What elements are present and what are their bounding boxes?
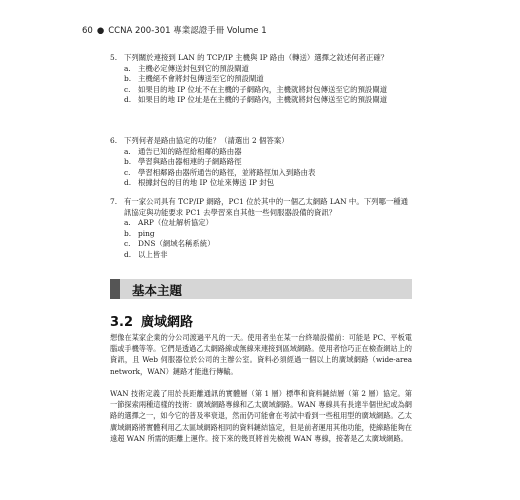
subsection-number: 3.2 (110, 315, 134, 330)
section-title: 基本主題 (132, 283, 183, 298)
option (124, 147, 412, 158)
option (124, 229, 412, 240)
option (124, 95, 412, 106)
option-text: ping (138, 228, 155, 238)
book-title: CCNA 200-301 專業認證手冊 Volume 1 (108, 26, 267, 36)
option-letter: c. (124, 84, 131, 94)
option-text: 如果目的地 IP 位址是在主機的子網路內，主機就將封包傳送至它的預設閘道 (138, 95, 388, 104)
question-number: 6. (110, 136, 118, 145)
body-paragraph: 想像在某家企業的分公司渡過平凡的一天。使用者坐在某一台終端設備前：可能是 PC、平板電腦或手機等等。它們是透過乙太網路線或無線來連接到區域網路。使用者恰巧正在檢查網站上的資訊，且 Web 伺服器位於公司的主辦公室。資料必須經過一個以上的廣域網路（wide-area network，WAN）鏈路才能進行傳輸。 (110, 333, 412, 376)
option-text: DNS（網域名稱系統） (138, 239, 215, 248)
option-letter: b. (124, 74, 132, 83)
option-letter: d. (124, 95, 132, 104)
subsection-title: 廣域網路 (141, 315, 194, 330)
option (124, 157, 412, 168)
option-letter: a. (124, 63, 131, 73)
option-text: 主機必定傳送封包到它的預設閘道 (138, 63, 249, 73)
option (124, 85, 412, 96)
option-letter: d. (124, 178, 132, 187)
question-stem: 下列關於連接到 LAN 的 TCP/IP 主機與 IP 路由（轉送）選擇之敘述何者正確？ (124, 53, 389, 62)
section-heading-bar (110, 279, 412, 299)
page-header (82, 24, 442, 36)
option-text: 根據封包的目的地 IP 位址來傳送 IP 封包 (138, 178, 275, 187)
question-number: 7. (110, 197, 118, 206)
option-text: 通告已知的路徑給相鄰的路由器 (138, 146, 242, 156)
question-number: 5. (110, 53, 118, 62)
body-paragraph: WAN 技術定義了用於長距離通訊的實體層（第 1 層）標準和資料鏈結層（第 2 層）協定。第一節探索兩種這樣的技術：廣域網路專線和乙太廣域網路。WAN 專線具有長達半個世紀或為網路的選擇之一，如今它的普及率衰退，然而仍可能會在考試中看到一些租用型的廣域網路。乙太廣域網路將實體利用乙太區域網路相同的資料鏈結協定，但是前者運用其他功能，使線路能夠在遠超 WAN 所需的距離上運作。接下來的幾頁將首先檢視 WAN 專線，接著是乙太廣域網路。 (110, 389, 412, 443)
option-letter: d. (124, 249, 132, 259)
option-letter: c. (124, 167, 131, 177)
option (124, 178, 412, 189)
option-letter: b. (124, 157, 132, 166)
option-text: 主機絕不會將封包傳送至它的預設閘道 (138, 74, 264, 83)
option-text: 學習相鄰路由器所通告的路徑，並將路徑加入到路由表 (138, 167, 316, 177)
option (124, 250, 412, 261)
question-5 (110, 53, 412, 106)
option (124, 168, 412, 179)
question-7 (110, 197, 412, 260)
section-marker-block (110, 279, 120, 299)
option-text: 以上皆非 (138, 249, 168, 259)
option-text: 如果目的地 IP 位址不在主機的子網路內，主機就將封包傳送至它的預設閘道 (138, 84, 388, 94)
option (124, 64, 412, 75)
header-bullet: ● (96, 26, 105, 36)
page-number: 60 (82, 26, 93, 36)
subsection-heading (110, 311, 193, 330)
question-stem: 下列何者是路由協定的功能？（請選出 2 個答案） (124, 136, 289, 145)
option (124, 239, 412, 250)
question-6 (110, 136, 412, 189)
option (124, 74, 412, 85)
option-letter: c. (124, 239, 131, 248)
question-stem: 有一家公司具有 TCP/IP 網路，PC1 位於其中的一個乙太網路 LAN 中。下列哪一種通訊協定與功能要求 PC1 去學習來自其他一些伺服器設備的資訊？ (124, 197, 409, 217)
option-letter: b. (124, 228, 132, 238)
option-letter: a. (124, 218, 131, 227)
option-text: 學習與路由器相連的子網路路徑 (138, 157, 242, 166)
option (124, 218, 412, 229)
option-text: ARP（位址解析協定） (138, 218, 214, 227)
option-letter: a. (124, 146, 131, 156)
